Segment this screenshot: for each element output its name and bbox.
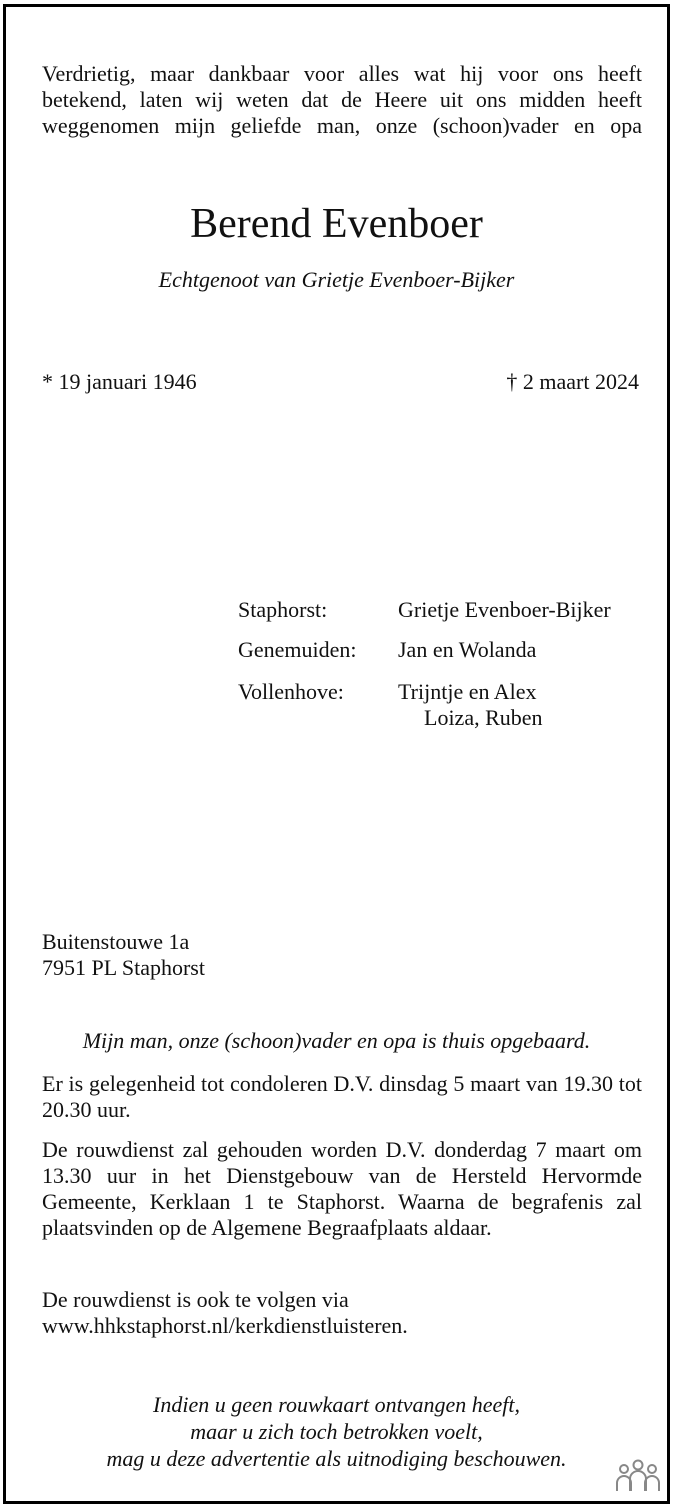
stream-block xyxy=(42,1287,642,1339)
grandchildren-names: Loiza, Ruben xyxy=(424,705,543,730)
family-names: Grietje Evenboer-Bijker xyxy=(398,597,611,622)
family-place: Vollenhove: xyxy=(238,679,344,704)
condolence-text: Er is gelegenheid tot condoleren D.V. dinsdag 5 maart van 19.30 tot 20.30 uur. xyxy=(42,1071,642,1122)
address-city: 7951 PL Staphorst xyxy=(42,955,205,980)
intro-line: Verdrietig, maar dankbaar voor alles wat hij voor ons heeft xyxy=(42,61,642,86)
family-group-icon xyxy=(615,1457,661,1495)
closing-line: Indien u geen rouwkaart ontvangen heeft, xyxy=(153,1392,520,1417)
family-place: Staphorst: xyxy=(238,597,328,622)
lying-in-state-note: Mijn man, onze (schoon)vader en opa is thuis opgebaard. xyxy=(82,1028,591,1053)
family-names: Trijntje en Alex xyxy=(398,679,537,704)
obituary-card xyxy=(3,4,670,1504)
intro-line: weggenomen mijn geliefde man, onze (schoon)vader en opa xyxy=(42,113,642,138)
intro-line: betekend, laten wij weten dat de Heere uit ons midden heeft xyxy=(42,87,642,112)
service-text: De rouwdienst zal gehouden worden D.V. donderdag 7 maart om 13.30 uur in het Dienstgebouw van de Hersteld Hervormde Gemeente, Kerklaan 1 te Staphorst. Waarna de begrafenis zal plaatsvinden op de Algemene Begraafplaats aldaar. xyxy=(42,1137,642,1240)
closing-line: mag u deze advertentie als uitnodiging beschouwen. xyxy=(106,1446,567,1471)
spouse-line: Echtgenoot van Grietje Evenboer-Bijker xyxy=(158,267,515,292)
closing-line: maar u zich toch betrokken voelt, xyxy=(190,1419,483,1444)
address-street: Buitenstouwe 1a xyxy=(42,929,190,954)
deceased-name: Berend Evenboer xyxy=(190,201,483,247)
address-block xyxy=(42,929,642,981)
stream-url[interactable]: www.hhkstaphorst.nl/kerkdienstluisteren. xyxy=(42,1313,408,1338)
death-date: † 2 maart 2024 xyxy=(506,369,639,394)
family-names: Jan en Wolanda xyxy=(398,637,537,662)
intro-text xyxy=(42,61,642,139)
stream-label: De rouwdienst is ook te volgen via xyxy=(42,1287,349,1312)
birth-date: * 19 januari 1946 xyxy=(42,369,197,394)
family-place: Genemuiden: xyxy=(238,637,357,662)
